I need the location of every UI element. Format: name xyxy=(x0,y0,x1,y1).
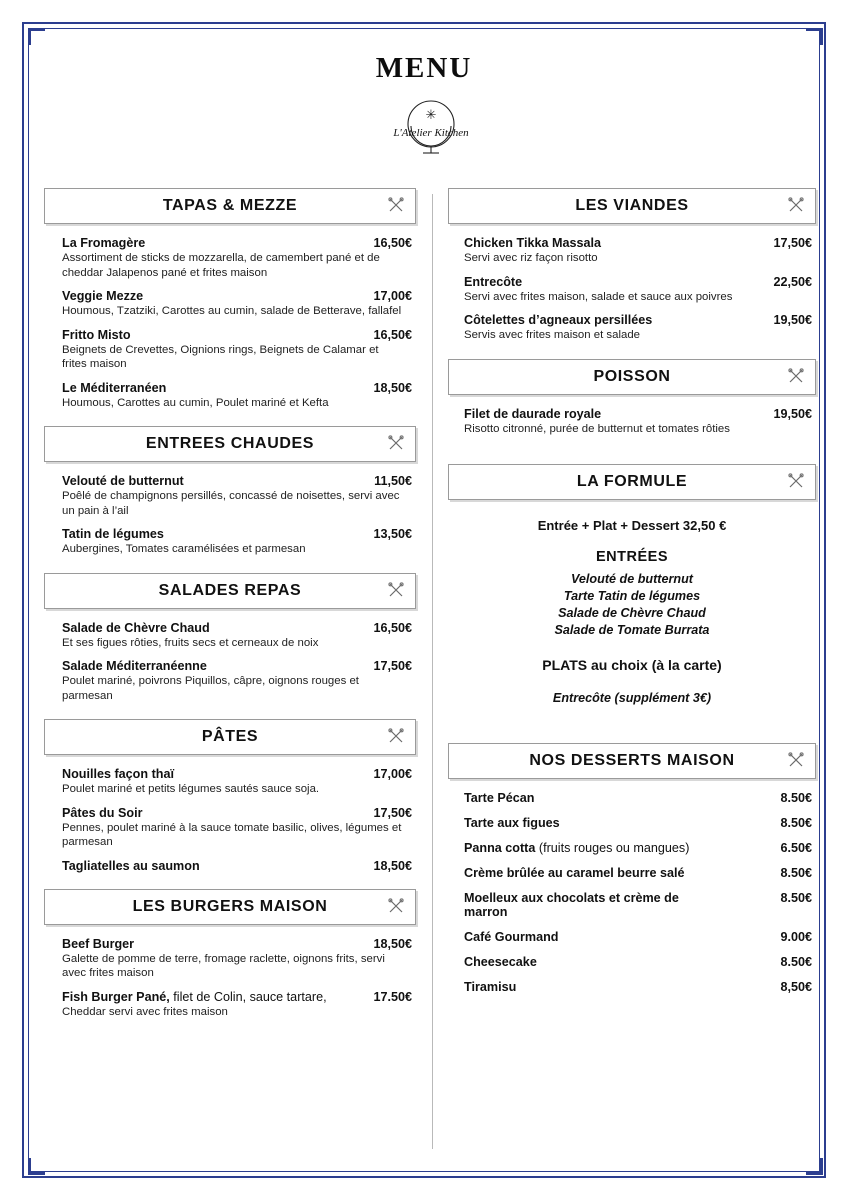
section-items xyxy=(44,236,416,410)
section-title: TAPAS & MEZZE xyxy=(162,197,298,214)
menu-item xyxy=(62,236,412,280)
svg-text:✳: ✳ xyxy=(425,107,437,122)
menu-item xyxy=(62,621,412,651)
item-price: 6.50€ xyxy=(780,841,812,855)
section-desserts-maison xyxy=(448,743,816,994)
item-description: Poulet mariné, poivrons Piquillos, câpre, oignons rouges et parmesan xyxy=(62,675,359,702)
menu-item xyxy=(62,527,412,557)
item-name: Chicken Tikka Massala xyxy=(464,236,601,250)
section-items xyxy=(448,791,816,994)
menu-item xyxy=(62,859,412,873)
section-header xyxy=(448,359,816,395)
menu-item xyxy=(62,990,412,1020)
item-name: Tarte Pécan xyxy=(464,791,535,805)
item-name: Salade de Chèvre Chaud xyxy=(62,620,210,635)
section-header xyxy=(44,889,416,925)
item-description: Et ses figues rôties, fruits secs et cerneaux de noix xyxy=(62,636,319,649)
item-name: Fritto Misto xyxy=(62,327,131,342)
page-title: MENU xyxy=(375,52,473,84)
item-price: 18,50€ xyxy=(373,936,412,951)
section-header xyxy=(44,188,416,224)
item-price: 17,50€ xyxy=(373,805,412,820)
item-name: Crème brûlée au caramel beurre salé xyxy=(464,866,685,880)
menu-item xyxy=(464,841,812,855)
item-price: 13,50€ xyxy=(373,527,412,541)
left-column xyxy=(44,188,416,1035)
item-price: 17,00€ xyxy=(373,767,412,781)
section-title: POISSON xyxy=(593,367,671,385)
menu-item xyxy=(62,381,412,411)
item-name: Tagliatelles au saumon xyxy=(62,858,200,873)
item-price: 19,50€ xyxy=(773,406,812,421)
corner-ornament-top-right xyxy=(806,28,823,45)
item-description: Poulet mariné et petits légumes sautés sauce soja. xyxy=(62,783,320,795)
column-divider xyxy=(432,194,433,1149)
item-name-text: Panna cotta xyxy=(464,841,536,855)
item-price: 17,00€ xyxy=(373,289,412,303)
formule-supplement: Entrecôte (supplément 3€) xyxy=(552,691,712,705)
section-title: SALADES REPAS xyxy=(158,581,302,599)
section-items xyxy=(44,767,416,873)
crossed-utensils-icon xyxy=(787,472,805,490)
menu-item xyxy=(464,275,812,305)
crossed-utensils-icon xyxy=(387,434,405,452)
section-pates xyxy=(44,719,416,873)
menu-item xyxy=(464,930,812,944)
section-items xyxy=(448,236,816,343)
item-description: Cheddar servi avec frites maison xyxy=(62,1005,228,1018)
section-header xyxy=(44,573,416,609)
formule-plats-label: PLATS au choix (à la carte) xyxy=(542,657,722,673)
crossed-utensils-icon xyxy=(387,581,405,599)
section-header xyxy=(448,188,816,224)
logo-mark-icon xyxy=(383,96,479,158)
section-les-viandes xyxy=(448,188,816,343)
section-title: ENTREES CHAUDES xyxy=(145,435,315,452)
section-items xyxy=(44,621,416,704)
menu-item xyxy=(62,289,412,319)
item-name: Côtelettes d’agneaux persillées xyxy=(464,313,653,327)
menu-columns xyxy=(44,188,812,1148)
item-name: Café Gourmand xyxy=(464,930,559,944)
crossed-utensils-icon xyxy=(387,196,405,214)
item-name: Beef Burger xyxy=(62,936,135,951)
item-name: Entrecôte xyxy=(464,274,523,289)
item-price: 8.50€ xyxy=(780,955,812,969)
formule-entree-item: Velouté de butternut xyxy=(571,572,693,586)
item-name: Tarte aux figues xyxy=(464,816,560,830)
item-price: 9.00€ xyxy=(780,930,812,944)
menu-item xyxy=(464,980,812,994)
item-price: 18,50€ xyxy=(373,380,412,395)
item-name: Tatin de légumes xyxy=(62,527,164,541)
item-price: 16,50€ xyxy=(373,620,412,635)
corner-ornament-bottom-right xyxy=(806,1158,823,1175)
item-name: Salade Méditerranéenne xyxy=(62,659,207,673)
formule-entree-item: Tarte Tatin de légumes xyxy=(563,589,701,603)
item-name: Tiramisu xyxy=(464,980,517,994)
section-title: NOS DESSERTS MAISON xyxy=(529,752,735,769)
section-entrees-chaudes xyxy=(44,426,416,557)
item-name: Pâtes du Soir xyxy=(62,805,143,820)
crossed-utensils-icon xyxy=(787,196,805,214)
item-price: 17.50€ xyxy=(373,989,412,1004)
item-name-note: (fruits rouges ou mangues) xyxy=(535,841,690,855)
section-title: PÂTES xyxy=(201,728,259,745)
item-name: Filet de daurade royale xyxy=(464,406,602,421)
item-description: Houmous, Carottes au cumin, Poulet mariné et Kefta xyxy=(62,396,329,409)
item-description: Risotto citronné, purée de butternut et tomates rôties xyxy=(464,422,730,435)
section-header xyxy=(448,743,816,779)
formule-headline: Entrée + Plat + Dessert 32,50 € xyxy=(537,518,727,533)
section-poisson xyxy=(448,359,816,437)
menu-item xyxy=(464,866,812,880)
section-salades-repas xyxy=(44,573,416,704)
section-burgers-maison xyxy=(44,889,416,1020)
item-price: 8.50€ xyxy=(780,891,812,905)
item-name: Le Méditerranéen xyxy=(62,380,167,395)
section-items xyxy=(44,937,416,1020)
menu-item xyxy=(464,313,812,343)
item-description: Aubergines, Tomates caramélisées et parmesan xyxy=(62,543,306,555)
menu-item xyxy=(464,891,812,919)
section-items xyxy=(448,407,816,437)
item-price: 17,50€ xyxy=(773,236,812,250)
item-name xyxy=(62,990,335,1004)
section-items xyxy=(44,474,416,557)
section-la-formule xyxy=(448,464,816,709)
item-name: Moelleux aux chocolats et crème de marron xyxy=(464,891,679,919)
section-tapas-mezze xyxy=(44,188,416,410)
section-title: LES BURGERS MAISON xyxy=(132,897,328,915)
crossed-utensils-icon xyxy=(787,751,805,769)
item-name: Nouilles façon thaï xyxy=(62,767,174,781)
menu-item xyxy=(464,955,812,969)
item-name-note: filet de Colin, sauce tartare, xyxy=(169,989,327,1004)
formule-entree-item: Salade de Tomate Burrata xyxy=(554,623,710,637)
restaurant-logo xyxy=(383,96,479,158)
item-name: Veggie Mezze xyxy=(62,289,144,303)
item-price: 16,50€ xyxy=(373,236,412,250)
item-description: Servis avec frites maison et salade xyxy=(464,329,640,341)
menu-item xyxy=(62,937,412,981)
item-description: Beignets de Crevettes, Oignions rings, Beignets de Calamar et frites maison xyxy=(62,343,379,370)
item-name: La Fromagère xyxy=(62,236,146,250)
item-price: 8.50€ xyxy=(780,816,812,830)
formule-entree-item: Salade de Chèvre Chaud xyxy=(558,606,706,620)
right-column xyxy=(448,188,816,1010)
crossed-utensils-icon xyxy=(387,897,405,915)
menu-item xyxy=(464,236,812,266)
formule-content xyxy=(448,512,816,709)
section-title: LES VIANDES xyxy=(575,197,689,214)
item-price: 18,50€ xyxy=(373,858,412,873)
corner-ornament-top-left xyxy=(28,28,45,45)
item-description: Houmous, Tzatziki, Carottes au cumin, salade de Betterave, fallafel xyxy=(62,305,402,317)
item-price: 8.50€ xyxy=(780,866,812,880)
item-price: 16,50€ xyxy=(373,327,412,342)
item-name: Velouté de butternut xyxy=(62,474,184,488)
menu-item xyxy=(62,659,412,703)
item-name: Cheesecake xyxy=(464,955,537,969)
item-description: Pennes, poulet mariné à la sauce tomate basilic, olives, légumes et parmesan xyxy=(62,821,402,848)
menu-item xyxy=(464,816,812,830)
item-price: 8.50€ xyxy=(780,791,812,805)
item-price: 11,50€ xyxy=(374,474,412,488)
item-price: 19,50€ xyxy=(773,313,812,327)
menu-item xyxy=(62,328,412,372)
section-header xyxy=(44,719,416,755)
crossed-utensils-icon xyxy=(387,727,405,745)
item-description: Servi avec riz façon risotto xyxy=(464,252,598,264)
item-price: 22,50€ xyxy=(773,274,812,289)
menu-item xyxy=(62,806,412,850)
section-header xyxy=(44,426,416,462)
formule-entrees-label: ENTRÉES xyxy=(596,549,668,565)
menu-item xyxy=(62,767,412,797)
menu-item xyxy=(464,407,812,437)
item-description: Servi avec frites maison, salade et sauce aux poivres xyxy=(464,290,733,303)
section-title: LA FORMULE xyxy=(576,473,688,490)
item-price: 17,50€ xyxy=(373,659,412,673)
item-description: Assortiment de sticks de mozzarella, de camembert pané et de cheddar Jalapenos pané et frites maison xyxy=(62,252,380,279)
menu-item xyxy=(62,474,412,518)
item-description: Galette de pomme de terre, fromage raclette, oignons frits, servi avec frites maison xyxy=(62,952,385,979)
crossed-utensils-icon xyxy=(787,367,805,385)
corner-ornament-bottom-left xyxy=(28,1158,45,1175)
menu-item xyxy=(464,791,812,805)
item-price: 8,50€ xyxy=(780,980,812,994)
item-name xyxy=(464,841,697,855)
item-description: Poêlé de champignons persillés, concassé de noisettes, servi avec un pain à l’ail xyxy=(62,490,400,517)
item-name-text: Fish Burger Pané, xyxy=(62,989,170,1004)
svg-text:L'Atelier Kitchen: L'Atelier Kitchen xyxy=(393,127,469,139)
section-header xyxy=(448,464,816,500)
